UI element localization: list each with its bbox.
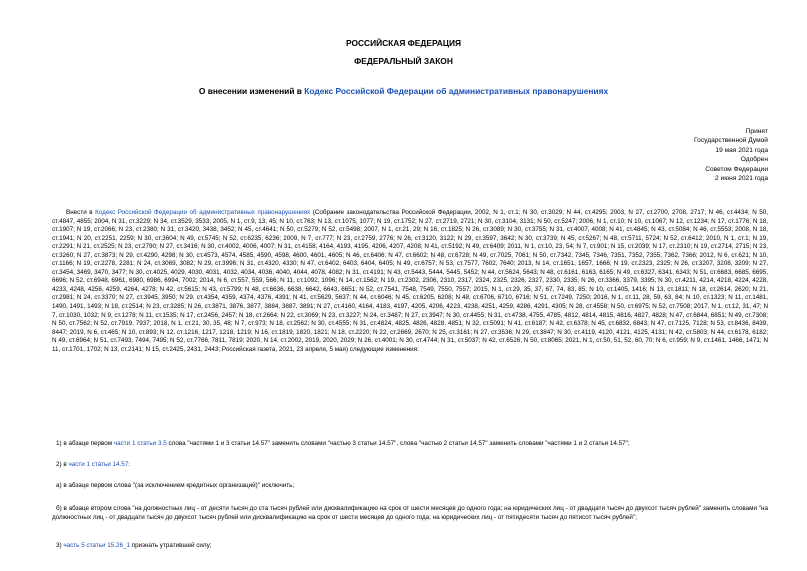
- item-3-link[interactable]: часть 5 статьи 15.26_1: [63, 542, 130, 549]
- item-1-text: слова "частями 1 и 3 статьи 14.57" заменить словами "частью 3 статьи 14.57", слова "частью 2 статьи 14.57" заменить словами "частями 1 и 2 статьи 14.57";: [166, 440, 630, 447]
- code-link[interactable]: Кодекс Российской Федерации об административных правонарушениях: [304, 86, 609, 96]
- preamble-text: (Собрание законодательства Российской Федерации, 2002, N 1, ст.1; N 30, ст.3029; N 44, ст.4295; 2003, N 27, ст.2700, 2708, 2717; N 46, ст.4434; N 50, ст.4847, 4855; 2004, N 31, ст.3229; N 34, ст.3529, 3533; 2005, N 1, ст.9, 13, 45; N 10, ст.763; N 13, ст.1075, 1077; N 19, ст.1752; N 27, ст.2719, 2721; N 30, ст.3104, 3131; N 50, ст.5247; 2006, N 1, ст.10; N 10, ст.1067; N 12, ст.1234; N 17, ст.1776; N 18, ст.1907; N 19, ст.2066; N 23, ст.2380; N 31, ст.3420, 3438, 3452; N 45, ст.4641; N 50, ст.5279; N 52, ст.5498; 2007, N 1, ст.21, 29; N 16, ст.1825; N 26, ст.3089; N 30, ст.3755; N 31, ст.4007, 4008; N 41, ст.4845; N 43, ст.5084; N 46, ст.5553; 2008, N 18, ст.1941; N 20, ст.2251, 2259; N 30, ст.3604; N 49, ст.5745; N 52, ст.6235, 6236; 2009, N 7, ст.777; N 23, ст.2759, 2776; N 26, ст.3120, 3122; N 29, ст.3597, 3642; N 30, ст.3739; N 45, ст.5267; N 48, ст.5711, 5724; N 52, ст.6412; 2010, N 1, ст.1; N 19, ст.2291; N 21, ст.2525; N 23, ст.2790; N 27, ст.3416; N 30, ст.4002, 4006, 4007; N 31, ст.4158, 4164, 4193, 4195, 4206, 4207, 4208; N 41, ст.5192; N 49, ст.6409; 2011, N 1, ст.10, 23, 54; N 7, ст.901; N 15, ст.2039; N 17, ст.2310; N 19, ст.2714, 2715; N 23, ст.3260; N 27, ст.3873; N 29, ст.4290, 4298; N 30, ст.4573, 4574, 4585, 4590, 4598, 4600, 4601, 4605; N 46, ст.6406; N 47, ст.6602; N 48, ст.6728; N 49, ст.7025, 7061; N 50, ст.7342, 7345, 7346, 7351, 7352, 7355, 7362, 7366; 2012, N 6, ст.621; N 10, ст.1166; N 19, ст.2278, 2281; N 24, ст.3069, 3082; N 29, ст.3996; N 31, ст.4320, 4330; N 47, ст.6402, 6403, 6404, 6405; N 49, ст.6757; N 53, ст.7577, 7602, 7640; 2013, N 14, ст.1651, 1657, 1666; N 19, ст.2323, 2325; N 26, ст.3207, 3208, 3209; N 27, ст.3454, 3469, 3470, 3477; N 30, ст.4025, 4029, 4030, 4031, 4032, 4034, 4036, 4040, 4044, 4078, 4082; N 31, ст.4191; N 43, ст.5443, 5444, 5445, 5452; N 44, ст.5624, 5643; N 48, ст.6161, 6163, 6165; N 49, ст.6327, 6341, 6343; N 51, ст.6683, 6685, 6695, 6696; N 52, ст.6948, 6961, 6980, 6986, 6994, 7002; 2014, N 6, ст.557, 559, 566; N 11, ст.1092, 1096; N 14, ст.1562; N 19, ст.2302, 2306, 2310, 2317, 2324, 2325, 2326, 2327, 2330, 2335; N 26, ст.3366, 3379, 3395; N 30, ст.4211, 4214, 4218, 4224, 4228, 4233, 4248, 4256, 4259, 4264, 4278; N 42, ст.5615; N 43, ст.5799; N 48, ст.6636, 6638, 6642, 6643, 6651; N 52, ст.7541, 7548, 7549, 7550, 7557; 2015, N 1, ст.29, 35, 37, 67, 74, 83, 85; N 10, ст.1405, 1416; N 13, ст.1811; N 18, ст.2614, 2620; N 21, ст.2981; N 24, ст.3370; N 27, ст.3945, 3950; N 29, ст.4354, 4359, 4374, 4376, 4391; N 41, ст.5629, 5637; N 44, ст.6046; N 45, ст.6205, 6208; N 48, ст.6706, 6710, 6716; N 51, ст.7249, 7250; 2016, N 1, ст.11, 28, 59, 63, 84; N 10, ст.1323; N 11, ст.1481, 1490, 1491, 1493; N 18, ст.2514; N 23, ст.3285; N 26, ст.3871, 3876, 3877, 3884, 3887, 3891; N 27, ст.4160, 4164, 4183, 4197, 4205, 4206, 4223, 4238, 4251, 4259, 4286, 4291, 4305; N 28, ст.4558; N 50, ст.6975; N 52, ст.7508; 2017, N 1, ст.12, 31, 47; N 7, ст.1030, 1032; N 9, ст.1278; N 11, ст.1535; N 17, ст.2456, 2457; N 18, ст.2664; N 22, ст.3069; N 23, ст.3227; N 24, ст.3487; N 27, ст.3947; N 30, ст.4455; N 31, ст.4738, 4755, 4785, 4812, 4814, 4815, 4816, 4827, 4828; N 47, ст.6844, 6851; N 49, ст.7308; N 50, ст.7562; N 52, ст.7919, 7937; 2018, N 1, ст.21, 30, 35, 48; N 7, ст.973; N 18, ст.2562; N 30, ст.4555; N 31, ст.4824, 4825, 4826, 4828, 4851; N 32, ст.5091; N 41, ст.6187; N 42, ст.6378; N 45, ст.6832, 6843; N 47, ст.7125, 7128; N 53, ст.8436, 8439, 8447; 2019, N 6, ст.465; N 10, ст.893; N 12, ст.1216, 1217, 1218, 1219; N 16, ст.1819, 1820, 1821; N 18, ст.2220; N 22, ст.2669, 2670; N 25, ст.3161; N 27, ст.3536; N 29, ст.3847; N 30, ст.4119, 4120, 4121, 4125, 4131; N 42, ст.5803; N 44, ст.6178, 6182; N 49, ст.6964; N 51, ст.7493, 7494, 7495; N 52, ст.7766, 7811, 7819; 2020, N 14, ст.2002, 2019, 2020, 2029; N 26, ст.4001; N 30, ст.4744; N 31, ст.5037; N 42, ст.6526; N 50, ст.8065; 2021, N 1, ст.50, 51, 52, 60, 70; N 6, ст.959; N 9, ст.1461, 1466, 1471; N 11, ст.1701, 1702; N 13, ст.2141; N 15, ст.2425, 2431, 2443; Российская газета, 2021, 23 апреля, 5 мая) следующие изменения:: [52, 209, 768, 353]
- amendment-item-2a: [52, 482, 768, 491]
- law-title-prefix: О внесении изменений в: [198, 86, 305, 96]
- item-3-text: признать утратившей силу;: [129, 542, 212, 549]
- item-2-text: :: [128, 461, 131, 468]
- item-3-prefix: 3): [56, 542, 64, 549]
- preamble-paragraph: [52, 209, 768, 354]
- preamble-prefix: Внести в: [66, 209, 96, 216]
- adoption-block: [694, 127, 768, 183]
- adoption-line-4: Одобрен: [740, 156, 768, 164]
- item-2-link[interactable]: части 1 статьи 14.57: [68, 461, 129, 468]
- adoption-line-5: Советом Федерации: [705, 165, 768, 173]
- amendment-item-1: [52, 440, 768, 449]
- amendment-item-2: [52, 461, 768, 470]
- amendment-item-2b: [52, 505, 768, 522]
- item-2-prefix: 2) в: [56, 461, 69, 468]
- law-type-heading: ФЕДЕРАЛЬНЫЙ ЗАКОН: [354, 56, 453, 66]
- amendment-item-3: [52, 542, 768, 551]
- adoption-line-1: Принят: [745, 128, 768, 135]
- adoption-line-2: Государственной Думой: [694, 137, 768, 145]
- adoption-line-3: 19 мая 2021 года: [715, 146, 768, 154]
- item-1-link[interactable]: части 1 статьи 3.5: [113, 440, 167, 447]
- law-title: [0, 86, 807, 96]
- preamble-code-link[interactable]: Кодекс Российской Федерации об административных правонарушениях: [95, 209, 311, 216]
- country-heading: РОССИЙСКАЯ ФЕДЕРАЦИЯ: [345, 38, 462, 48]
- adoption-line-6: 2 июня 2021 года: [715, 175, 768, 183]
- item-2a-text: а) в абзаце первом слова "(за исключением кредитных организаций)" исключить;: [56, 482, 295, 489]
- item-2b-text: б) в абзаце втором слова "на должностных лиц - от десяти тысяч до ста тысяч рублей или дисквалификацию на срок от шести месяцев до одного года; на юридических лиц - от двадцати тысяч до двухсот тысяч рублей" заменить словами "на должностных лиц - от двадцати тысяч до двухсот тысяч рублей или дисквалификацию на срок от шести месяцев до одного года; на юридических лиц - от пятидесяти тысяч до пятисот тысяч рублей";: [52, 505, 768, 521]
- item-1-prefix: 1) в абзаце первом: [56, 440, 114, 447]
